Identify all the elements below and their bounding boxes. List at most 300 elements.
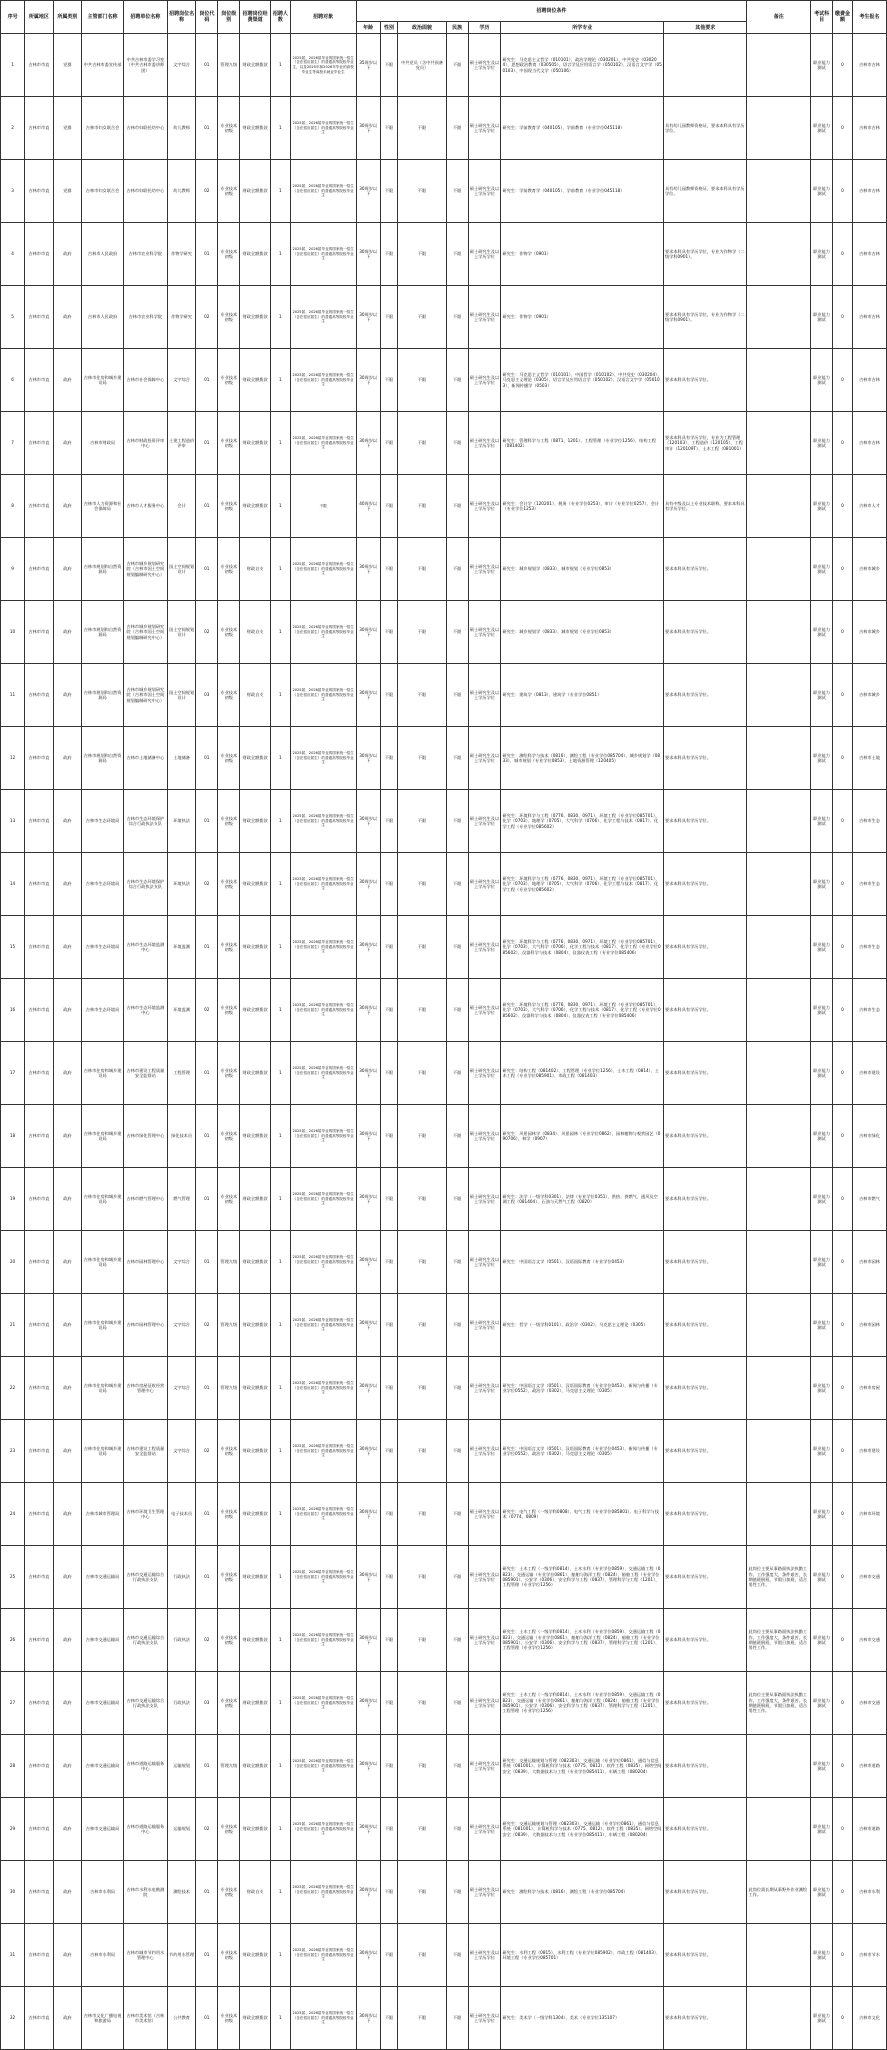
cell-exam: 职业能力测试 bbox=[811, 1546, 833, 1609]
cell-politics: 不限 bbox=[398, 1798, 446, 1861]
cell-age: 30周岁以下 bbox=[356, 979, 380, 1042]
cell-gender: 不限 bbox=[380, 349, 398, 412]
cell-funding: 财政全额拨款 bbox=[240, 916, 271, 979]
cell-funding: 财政全额拨款 bbox=[240, 1546, 271, 1609]
cell-post-level: 专业技术初级 bbox=[218, 979, 240, 1042]
cell-exam: 职业能力测试 bbox=[811, 538, 833, 601]
cell-dept: 吉林市住房和城乡建设局 bbox=[82, 1042, 124, 1105]
cell-post-code: 01 bbox=[196, 1924, 218, 1987]
cell-fee: 0 bbox=[833, 349, 853, 412]
cell-region: 吉林市市直 bbox=[25, 1231, 54, 1294]
cell-gender: 不限 bbox=[380, 601, 398, 664]
cell-gender: 不限 bbox=[380, 1420, 398, 1483]
cell-exam: 职业能力测试 bbox=[811, 790, 833, 853]
cell-post-code: 01 bbox=[196, 1861, 218, 1924]
cell-major: 研究生：交通运输规划与管理（082303）、交通运输（专业学位0861）、通信与信息系统（081001）、计算机科学与技术（0775、0812）、软件工程（0835）、网络空间安全（0839）、大数据技术与工程（专业学位085411）、车辆工程（080204） bbox=[501, 1735, 663, 1798]
cell-exam-point: 吉林市吉林 bbox=[852, 34, 886, 97]
cell-gender: 不限 bbox=[380, 1798, 398, 1861]
cell-dept: 吉林市交通运输局 bbox=[82, 1609, 124, 1672]
cell-ethnicity: 不限 bbox=[446, 34, 468, 97]
cell-unit: 吉林市园林管理中心 bbox=[123, 1294, 167, 1357]
cell-seq: 30 bbox=[1, 1861, 25, 1924]
table-row bbox=[1, 1672, 887, 1735]
cell-major: 研究生：水利工程（0815）、水利工程（专业学位085902）、市政工程（081403）、环境工程（专业学位085701） bbox=[501, 1924, 663, 1987]
cell-exam: 职业能力测试 bbox=[811, 1420, 833, 1483]
cell-ethnicity: 不限 bbox=[446, 1735, 468, 1798]
cell-other-req: 要求本科具有学历学位。 bbox=[663, 538, 747, 601]
cell-education: 硕士研究生及以上学历学位 bbox=[468, 979, 501, 1042]
cell-fee: 0 bbox=[833, 1357, 853, 1420]
cell-exam-point: 吉林市建设 bbox=[852, 1042, 886, 1105]
cell-ethnicity: 不限 bbox=[446, 916, 468, 979]
cell-region: 吉林市市直 bbox=[25, 1294, 54, 1357]
cell-other-req: 要求本科具有学历学位。 bbox=[663, 1735, 747, 1798]
cell-politics: 不限 bbox=[398, 727, 446, 790]
cell-other-req: 要求本科具有学历学位。 bbox=[663, 1609, 747, 1672]
cell-post-level: 专业技术初级 bbox=[218, 1672, 240, 1735]
table-row bbox=[1, 160, 887, 223]
cell-count: 1 bbox=[270, 853, 290, 916]
cell-seq: 21 bbox=[1, 1294, 25, 1357]
cell-education: 硕士研究生及以上学历学位 bbox=[468, 475, 501, 538]
cell-education: 硕士研究生及以上学历学位 bbox=[468, 1105, 501, 1168]
cell-category: 政府 bbox=[53, 1294, 82, 1357]
cell-gender: 不限 bbox=[380, 1609, 398, 1672]
cell-count: 1 bbox=[270, 160, 290, 223]
cell-seq: 5 bbox=[1, 286, 25, 349]
cell-ethnicity: 不限 bbox=[446, 223, 468, 286]
cell-dept: 中共吉林市委宣传部 bbox=[82, 34, 124, 97]
cell-post-name: 电子技术员 bbox=[167, 1483, 196, 1546]
cell-category: 政府 bbox=[53, 538, 82, 601]
cell-dept: 吉林市交通运输局 bbox=[82, 1546, 124, 1609]
cell-funding: 财政全额拨款 bbox=[240, 1798, 271, 1861]
cell-gender: 不限 bbox=[380, 160, 398, 223]
cell-politics: 不限 bbox=[398, 223, 446, 286]
cell-post-level: 专业技术初级 bbox=[218, 475, 240, 538]
cell-major: 研究生：土木工程（一级学科0814）、土木水利（专业学位0859）、交通运输工程（0823）、交通运输（专业学位0861）、船舶与海洋工程（0824）、船舶工程（专业学位085901）、公安学（0306）、安全科学与工程（0837）、管理科学与工程（1201）、工程管理（专业学位1256） bbox=[501, 1672, 663, 1735]
cell-politics: 不限 bbox=[398, 1987, 446, 2050]
cell-post-level: 专业技术初级 bbox=[218, 97, 240, 160]
cell-politics: 不限 bbox=[398, 1861, 446, 1924]
cell-region: 吉林市市直 bbox=[25, 1798, 54, 1861]
cell-remark bbox=[747, 853, 811, 916]
cell-post-level: 专业技术初级 bbox=[218, 853, 240, 916]
cell-ethnicity: 不限 bbox=[446, 1042, 468, 1105]
cell-other-req: 要求本科具有学历学位。 bbox=[663, 1798, 747, 1861]
cell-fee: 0 bbox=[833, 1294, 853, 1357]
cell-major: 研究生：环境科学与工程（0776、0830、0971）、环境工程（专业学位085701）、化学（0703）、大气科学（0706）、化学工程与技术（0817）、化学工程（专业学位085602）、仪器科学与技术（0804）、仪器仪表工程（专业学位085406） bbox=[501, 916, 663, 979]
cell-post-name: 幼儿教师 bbox=[167, 97, 196, 160]
table-row bbox=[1, 538, 887, 601]
cell-funding: 财政全额拨款 bbox=[240, 1420, 271, 1483]
cell-fee: 0 bbox=[833, 160, 853, 223]
cell-seq: 22 bbox=[1, 1357, 25, 1420]
cell-region: 吉林市市直 bbox=[25, 97, 54, 160]
cell-count: 1 bbox=[270, 97, 290, 160]
cell-education: 硕士研究生及以上学历学位 bbox=[468, 1924, 501, 1987]
cell-exam-point: 吉林市吉林 bbox=[852, 349, 886, 412]
cell-dept: 吉林市妇女联合会 bbox=[82, 97, 124, 160]
cell-post-name: 文字综合 bbox=[167, 1357, 196, 1420]
cell-post-level: 专业技术初级 bbox=[218, 1105, 240, 1168]
cell-major: 研究生：中国语言文学（0501）、汉语国际教育（专业学位0453）、新闻与传播（专业学位0552）、政治学（0302）、马克思主义理论（0305） bbox=[501, 1357, 663, 1420]
table-row bbox=[1, 1357, 887, 1420]
cell-seq: 26 bbox=[1, 1609, 25, 1672]
cell-funding: 财政全额拨款 bbox=[240, 97, 271, 160]
cell-funding: 财政自支 bbox=[240, 664, 271, 727]
cell-exam-point: 吉林市园林 bbox=[852, 1294, 886, 1357]
cell-count: 1 bbox=[270, 979, 290, 1042]
cell-category: 政府 bbox=[53, 1798, 82, 1861]
cell-seq: 27 bbox=[1, 1672, 25, 1735]
table-row bbox=[1, 34, 887, 97]
table-row bbox=[1, 1105, 887, 1168]
cell-gender: 不限 bbox=[380, 286, 398, 349]
cell-count: 1 bbox=[270, 601, 290, 664]
cell-count: 1 bbox=[270, 1105, 290, 1168]
cell-other-req: 要求本科具有学历学位。 bbox=[663, 1357, 747, 1420]
header-age: 年龄 bbox=[356, 22, 380, 34]
cell-exam-point: 吉林市水利 bbox=[852, 1861, 886, 1924]
cell-remark bbox=[747, 1294, 811, 1357]
header-seq: 序号 bbox=[1, 1, 25, 34]
cell-remark bbox=[747, 1798, 811, 1861]
cell-post-level: 专业技术初级 bbox=[218, 1483, 240, 1546]
table-row bbox=[1, 349, 887, 412]
cell-unit: 吉林市水利水电勘测院 bbox=[123, 1861, 167, 1924]
table-row bbox=[1, 97, 887, 160]
cell-education: 硕士研究生及以上学历学位 bbox=[468, 601, 501, 664]
header-post-name: 招聘岗位名称 bbox=[167, 1, 196, 34]
cell-fee: 0 bbox=[833, 664, 853, 727]
cell-region: 吉林市市直 bbox=[25, 412, 54, 475]
cell-exam: 职业能力测试 bbox=[811, 475, 833, 538]
cell-education: 硕士研究生及以上学历学位 bbox=[468, 1609, 501, 1672]
cell-politics: 不限 bbox=[398, 1294, 446, 1357]
cell-post-level: 专业技术初级 bbox=[218, 349, 240, 412]
cell-ethnicity: 不限 bbox=[446, 1987, 468, 2050]
cell-seq: 17 bbox=[1, 1042, 25, 1105]
cell-category: 政府 bbox=[53, 1357, 82, 1420]
cell-age: 30周岁以下 bbox=[356, 1987, 380, 2050]
cell-funding: 财政全额拨款 bbox=[240, 1168, 271, 1231]
cell-count: 1 bbox=[270, 1861, 290, 1924]
cell-fee: 0 bbox=[833, 790, 853, 853]
cell-gender: 不限 bbox=[380, 1168, 398, 1231]
header-major: 所学专业 bbox=[501, 22, 663, 34]
cell-region: 吉林市市直 bbox=[25, 538, 54, 601]
cell-age: 30周岁以下 bbox=[356, 1546, 380, 1609]
cell-post-level: 管理九级 bbox=[218, 1735, 240, 1798]
cell-gender: 不限 bbox=[380, 979, 398, 1042]
cell-major: 研究生：学前教育学（040105）、学前教育（专业学位045118） bbox=[501, 160, 663, 223]
header-education: 学历 bbox=[468, 22, 501, 34]
cell-other-req: 要求本科具有学历学位。 bbox=[663, 790, 747, 853]
cell-category: 政府 bbox=[53, 1420, 82, 1483]
cell-exam-point: 吉林市土地 bbox=[852, 727, 886, 790]
cell-seq: 19 bbox=[1, 1168, 25, 1231]
cell-gender: 不限 bbox=[380, 853, 398, 916]
cell-age: 30周岁以下 bbox=[356, 1672, 380, 1735]
cell-education: 硕士研究生及以上学历学位 bbox=[468, 1294, 501, 1357]
cell-dept: 吉林市财政局 bbox=[82, 412, 124, 475]
cell-target: 2025届、2026届毕业的国家统一招生（含在招应届生）的普通高等院校毕业生 bbox=[290, 790, 356, 853]
cell-category: 政府 bbox=[53, 1546, 82, 1609]
cell-ethnicity: 不限 bbox=[446, 1798, 468, 1861]
cell-major: 研究生：美术学（一级学科1304）、美术（专业学位135107） bbox=[501, 1987, 663, 2050]
cell-category: 政府 bbox=[53, 1987, 82, 2050]
cell-fee: 0 bbox=[833, 1672, 853, 1735]
cell-major: 研究生：作物学（0901） bbox=[501, 286, 663, 349]
cell-ethnicity: 不限 bbox=[446, 1420, 468, 1483]
cell-post-code: 03 bbox=[196, 1672, 218, 1735]
cell-seq: 25 bbox=[1, 1546, 25, 1609]
cell-exam: 职业能力测试 bbox=[811, 1924, 833, 1987]
cell-gender: 不限 bbox=[380, 97, 398, 160]
cell-major: 研究生：中国语言文学（0501）、汉语国际教育（专业学位0453）、新闻与传播（专业学位0552）、政治学（0302）、马克思主义理论（0305） bbox=[501, 1420, 663, 1483]
cell-politics: 不限 bbox=[398, 1735, 446, 1798]
cell-post-name: 环境执法 bbox=[167, 790, 196, 853]
cell-post-name: 运输规划 bbox=[167, 1798, 196, 1861]
cell-major: 研究生：电气工程（一级学科0808）、电气工程（专业学位085801）、电子科学与技术（0774、0809） bbox=[501, 1483, 663, 1546]
table-row bbox=[1, 1294, 887, 1357]
cell-exam-point: 吉林市环境 bbox=[852, 1483, 886, 1546]
cell-region: 吉林市市直 bbox=[25, 475, 54, 538]
cell-seq: 15 bbox=[1, 916, 25, 979]
cell-region: 吉林市市直 bbox=[25, 916, 54, 979]
cell-gender: 不限 bbox=[380, 916, 398, 979]
cell-dept: 吉林市规划和自然资源局 bbox=[82, 727, 124, 790]
cell-exam: 职业能力测试 bbox=[811, 97, 833, 160]
cell-age: 30周岁以下 bbox=[356, 727, 380, 790]
cell-count: 1 bbox=[270, 1798, 290, 1861]
cell-major: 研究生：作物学（0901） bbox=[501, 223, 663, 286]
cell-politics: 不限 bbox=[398, 979, 446, 1042]
cell-category: 政府 bbox=[53, 1483, 82, 1546]
cell-count: 1 bbox=[270, 727, 290, 790]
table-row bbox=[1, 475, 887, 538]
cell-major: 研究生：土木工程（一级学科0814）、土木水利（专业学位0859）、交通运输工程（0823）、交通运输（专业学位0861）、船舶与海洋工程（0824）、船舶工程（专业学位085901）、公安学（0306）、安全科学与工程（0837）、管理科学与工程（1201）、工程管理（专业学位1256） bbox=[501, 1609, 663, 1672]
cell-post-code: 01 bbox=[196, 97, 218, 160]
cell-post-name: 文字综合 bbox=[167, 349, 196, 412]
cell-funding: 财政全额拨款 bbox=[240, 349, 271, 412]
cell-post-level: 专业技术初级 bbox=[218, 1168, 240, 1231]
cell-post-code: 02 bbox=[196, 286, 218, 349]
cell-education: 硕士研究生及以上学历学位 bbox=[468, 349, 501, 412]
cell-remark: 此岗位主要从事路面执法执勤工作，工作强度大，条件艰苦，长期值班倒班，节假日加班，适合男性工作。 bbox=[747, 1546, 811, 1609]
table-row bbox=[1, 1483, 887, 1546]
cell-fee: 0 bbox=[833, 97, 853, 160]
cell-fee: 0 bbox=[833, 1798, 853, 1861]
cell-major: 研究生：土木工程（一级学科0814）、土木水利（专业学位0859）、交通运输工程（0823）、交通运输（专业学位0861）、船舶与海洋工程（0824）、船舶工程（专业学位085901）、公安学（0306）、安全科学与工程（0837）、管理科学与工程（1201）、工程管理（专业学位1256） bbox=[501, 1546, 663, 1609]
cell-post-code: 01 bbox=[196, 1546, 218, 1609]
cell-ethnicity: 不限 bbox=[446, 1546, 468, 1609]
header-post-code: 岗位代码 bbox=[196, 1, 218, 34]
cell-region: 吉林市市直 bbox=[25, 1987, 54, 2050]
cell-education: 硕士研究生及以上学历学位 bbox=[468, 727, 501, 790]
cell-funding: 财政全额拨款 bbox=[240, 34, 271, 97]
cell-dept: 吉林市生态环境局 bbox=[82, 916, 124, 979]
cell-post-name: 土地储备 bbox=[167, 727, 196, 790]
cell-exam-point: 吉林市人才 bbox=[852, 475, 886, 538]
cell-education: 硕士研究生及以上学历学位 bbox=[468, 1168, 501, 1231]
cell-other-req: 具有幼儿园教师资格证，要求本科具有学历学位。 bbox=[663, 97, 747, 160]
header-exam-point: 考生报名 bbox=[852, 1, 886, 34]
cell-unit: 吉林市生态环境保护综合行政执法支队 bbox=[123, 790, 167, 853]
cell-age: 30周岁以下 bbox=[356, 1231, 380, 1294]
cell-category: 党群 bbox=[53, 160, 82, 223]
cell-funding: 财政全额拨款 bbox=[240, 1105, 271, 1168]
cell-post-name: 土建工程造价评审 bbox=[167, 412, 196, 475]
cell-age: 30周岁以下 bbox=[356, 412, 380, 475]
cell-category: 政府 bbox=[53, 979, 82, 1042]
cell-exam-point: 吉林市道路 bbox=[852, 1798, 886, 1861]
header-count: 招聘人数 bbox=[270, 1, 290, 34]
cell-exam-point: 吉林市建设 bbox=[852, 1420, 886, 1483]
cell-target: 2025届、2026届毕业的国家统一招生（含在招应届生）的普通高等院校毕业生 bbox=[290, 1609, 356, 1672]
table-row bbox=[1, 601, 887, 664]
cell-funding: 财政自支 bbox=[240, 601, 271, 664]
cell-dept: 吉林市生态环境局 bbox=[82, 853, 124, 916]
cell-dept: 吉林市人力资源和社会保障局 bbox=[82, 475, 124, 538]
cell-major: 研究生：测绘科学与技术（0816）、测绘工程（专业学位085704）、城乡规划学（0833）、城市规划（专业学位0853）、土地资源管理（120405） bbox=[501, 727, 663, 790]
cell-exam-point: 吉林市生态 bbox=[852, 790, 886, 853]
cell-post-name: 作物学研究 bbox=[167, 286, 196, 349]
table-row bbox=[1, 286, 887, 349]
cell-seq: 12 bbox=[1, 727, 25, 790]
cell-major: 研究生：马克思主义哲学（010101）、中国哲学（010102）、中共党史（030204）、马克思主义理论（0305）、语言学及应用语言学（050102）、汉语言文字学（050103）、新闻传播学（0503） bbox=[501, 349, 663, 412]
cell-count: 1 bbox=[270, 538, 290, 601]
cell-gender: 不限 bbox=[380, 1924, 398, 1987]
cell-unit: 吉林市建设工程质量安全监督站 bbox=[123, 1042, 167, 1105]
cell-post-code: 01 bbox=[196, 790, 218, 853]
cell-dept: 吉林市住房和城乡建设局 bbox=[82, 1420, 124, 1483]
cell-unit: 吉林市财政投资评审中心 bbox=[123, 412, 167, 475]
cell-post-code: 01 bbox=[196, 34, 218, 97]
cell-exam: 职业能力测试 bbox=[811, 160, 833, 223]
cell-major: 研究生：中国语言文学（0501）、汉语国际教育（专业学位0453） bbox=[501, 1231, 663, 1294]
cell-major: 研究生：管理科学与工程（0871、1201）、工程管理（专业学位1256）、结构工程（081402） bbox=[501, 412, 663, 475]
cell-age: 30周岁以下 bbox=[356, 1042, 380, 1105]
cell-region: 吉林市市直 bbox=[25, 727, 54, 790]
cell-exam: 职业能力测试 bbox=[811, 979, 833, 1042]
cell-unit: 吉林市妇联托幼中心 bbox=[123, 160, 167, 223]
cell-exam-point: 吉林市生态 bbox=[852, 853, 886, 916]
cell-region: 吉林市市直 bbox=[25, 1357, 54, 1420]
cell-exam: 职业能力测试 bbox=[811, 1357, 833, 1420]
cell-region: 吉林市市直 bbox=[25, 1924, 54, 1987]
cell-funding: 财政全额拨款 bbox=[240, 1357, 271, 1420]
cell-education: 硕士研究生及以上学历学位 bbox=[468, 538, 501, 601]
cell-major: 研究生：环境科学与工程（0776、0830、0971）、环境工程（专业学位085701）、化学（0703）、大气科学（0706）、化学工程与技术（0817）、化学工程（专业学位085602）、仪器科学与技术（0804）、仪器仪表工程（专业学位085406） bbox=[501, 979, 663, 1042]
cell-dept: 吉林市住房和城乡建设局 bbox=[82, 1294, 124, 1357]
cell-seq: 8 bbox=[1, 475, 25, 538]
cell-other-req bbox=[663, 34, 747, 97]
cell-count: 1 bbox=[270, 349, 290, 412]
cell-target: 2025届、2026届毕业的国家统一招生（含在招应届生）的普通高等院校毕业生 bbox=[290, 349, 356, 412]
cell-other-req: 要求本科具有学历学位。 bbox=[663, 1231, 747, 1294]
cell-post-code: 01 bbox=[196, 1483, 218, 1546]
table-row bbox=[1, 916, 887, 979]
cell-ethnicity: 不限 bbox=[446, 1483, 468, 1546]
cell-dept: 吉林市水利局 bbox=[82, 1861, 124, 1924]
table-row bbox=[1, 1231, 887, 1294]
cell-unit: 吉林市农业科学院 bbox=[123, 223, 167, 286]
cell-target: 2025届、2026届毕业的国家统一招生（含在招应届生）的普通高等院校毕业生 bbox=[290, 1042, 356, 1105]
cell-major: 研究生：建筑学（0813）、建筑学（专业学位0851） bbox=[501, 664, 663, 727]
cell-ethnicity: 不限 bbox=[446, 412, 468, 475]
cell-post-name: 行政执法 bbox=[167, 1609, 196, 1672]
cell-politics: 不限 bbox=[398, 1105, 446, 1168]
cell-post-level: 专业技术初级 bbox=[218, 1987, 240, 2050]
cell-major: 研究生：哲学（一级学科0101）、政治学（0302）、马克思主义理论（0305） bbox=[501, 1294, 663, 1357]
cell-dept: 吉林市生态环境局 bbox=[82, 790, 124, 853]
cell-category: 政府 bbox=[53, 1609, 82, 1672]
cell-unit: 吉林市交通运输综合行政执法支队 bbox=[123, 1672, 167, 1735]
cell-post-name: 行政执法 bbox=[167, 1672, 196, 1735]
cell-target: 2025届、2026届毕业的国家统一招生（含在招应届生）的普通高等院校毕业生 bbox=[290, 412, 356, 475]
cell-other-req: 具有幼儿园教师资格证，要求本科具有学历学位。 bbox=[663, 160, 747, 223]
cell-count: 1 bbox=[270, 664, 290, 727]
cell-other-req: 要求本科具有学历学位。 bbox=[663, 1294, 747, 1357]
cell-other-req: 要求本科具有学历学位。 bbox=[663, 1168, 747, 1231]
cell-politics: 不限 bbox=[398, 412, 446, 475]
cell-unit: 吉林市生态环境监测中心 bbox=[123, 916, 167, 979]
cell-politics: 不限 bbox=[398, 1231, 446, 1294]
cell-fee: 0 bbox=[833, 1735, 853, 1798]
cell-target: 2025届、2026届毕业的国家统一招生（含在招应届生）的普通高等院校毕业生 bbox=[290, 1420, 356, 1483]
cell-category: 政府 bbox=[53, 790, 82, 853]
cell-post-name: 国土空间规划设计 bbox=[167, 601, 196, 664]
table-row bbox=[1, 1609, 887, 1672]
header-other-req: 其他要求 bbox=[663, 22, 747, 34]
cell-dept: 吉林市文化广播电视和旅游局 bbox=[82, 1987, 124, 2050]
cell-post-code: 01 bbox=[196, 727, 218, 790]
header-unit: 招聘单位名称 bbox=[123, 1, 167, 34]
cell-exam-point: 吉林市城乡 bbox=[852, 538, 886, 601]
cell-other-req: 要求本科具有学历学位。 bbox=[663, 349, 747, 412]
cell-unit: 吉林市生态环境监测中心 bbox=[123, 979, 167, 1042]
cell-post-code: 01 bbox=[196, 349, 218, 412]
cell-category: 政府 bbox=[53, 1672, 82, 1735]
cell-post-name: 节约用水管理 bbox=[167, 1924, 196, 1987]
cell-dept: 吉林市水利局 bbox=[82, 1924, 124, 1987]
cell-funding: 财政自支 bbox=[240, 538, 271, 601]
cell-education: 硕士研究生及以上学历学位 bbox=[468, 853, 501, 916]
cell-gender: 不限 bbox=[380, 538, 398, 601]
cell-ethnicity: 不限 bbox=[446, 1357, 468, 1420]
cell-unit: 吉林市绿化管理中心 bbox=[123, 1105, 167, 1168]
cell-major: 研究生：环境科学与工程（0776、0830、0971）、环境工程（专业学位085701）、化学（0703）、地理学（0705）、大气科学（0706）、化学工程与技术（0817）、化学工程（专业学位085602） bbox=[501, 853, 663, 916]
cell-category: 政府 bbox=[53, 1168, 82, 1231]
cell-remark bbox=[747, 1987, 811, 2050]
cell-post-level: 管理九级 bbox=[218, 1294, 240, 1357]
cell-exam-point: 吉林市吉林 bbox=[852, 286, 886, 349]
cell-politics: 不限 bbox=[398, 97, 446, 160]
cell-region: 吉林市市直 bbox=[25, 1609, 54, 1672]
cell-dept: 吉林市住房和城乡建设局 bbox=[82, 349, 124, 412]
header-remark: 备注 bbox=[747, 1, 811, 34]
cell-politics: 不限 bbox=[398, 1483, 446, 1546]
cell-major: 研究生：会计学（120201）、税务（专业学位0253）、审计（专业学位0257）、会计（专业学位1253） bbox=[501, 475, 663, 538]
cell-category: 政府 bbox=[53, 1924, 82, 1987]
cell-remark bbox=[747, 979, 811, 1042]
cell-other-req: 要求本科具有学历学位。 bbox=[663, 1420, 747, 1483]
cell-remark bbox=[747, 160, 811, 223]
cell-post-code: 01 bbox=[196, 412, 218, 475]
cell-ethnicity: 不限 bbox=[446, 664, 468, 727]
